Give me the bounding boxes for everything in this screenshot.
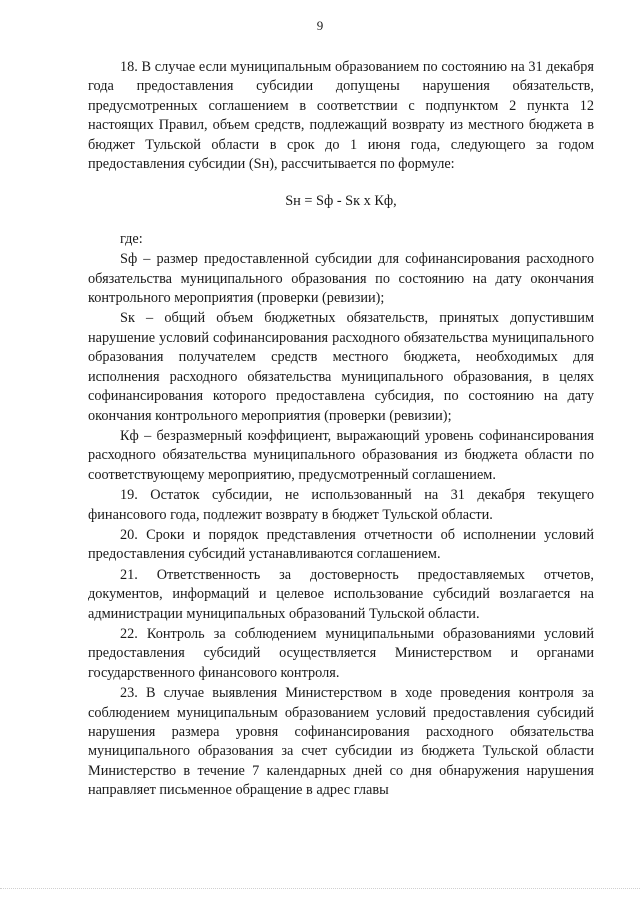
scan-artifact-line (0, 888, 640, 895)
definition-sk: Sк – общий объем бюджетных обязательств, принятых допустившим нарушение условий софинансирования расходного обязательства муниципального образования получателем средств местного бюджета, необходимых для исполнения расходного обязательства муниципального образования, в целях софинансирования которого предоставлена субсидия, по состоянию на дату окончания контрольного мероприятия (проверки (ревизии); (88, 310, 594, 424)
formula: Sн = Sф - Sк х Кф, (285, 193, 397, 210)
page-number: 9 (316, 18, 324, 33)
paragraph-21: 21. Ответственность за достоверность предоставляемых отчетов, документов, информаций и целевое использование субсидий возлагается на администрации муниципальных образований Тульской области. (88, 566, 594, 622)
paragraph-18: 18. В случае если муниципальным образованием по состоянию на 31 декабря года предоставления субсидии допущены нарушения обязательств, предусмотренных соглашением в соответствии с подпунктом 2 пункта 12 настоящих Правил, объем средств, подлежащий возврату из местного бюджета в бюджет Тульской области в срок до 1 июня года, следующего за годом предоставления субсидии (Sн), рассчитывается по формуле: (88, 59, 594, 173)
paragraph-19: 19. Остаток субсидии, не использованный на 31 декабря текущего финансового года, подлежит возврату в бюджет Тульской области. (88, 487, 594, 523)
document-body (88, 58, 594, 801)
definition-kf: Кф – безразмерный коэффициент, выражающий уровень софинансирования расходного обязательства муниципального образования из бюджета области по соответствующему мероприятию, предусмотренный соглашением. (88, 427, 594, 483)
definition-sf: Sф – размер предоставленной субсидии для софинансирования расходного обязательства муниципального образования по состоянию на дату окончания контрольного мероприятия (проверки (ревизии); (88, 251, 594, 307)
where-label: где: (120, 230, 143, 247)
paragraph-22: 22. Контроль за соблюдением муниципальными образованиями условий предоставления субсидий осуществляется Министерством и органами государственного финансового контроля. (88, 625, 594, 681)
paragraph-20: 20. Сроки и порядок представления отчетности об исполнении условий предоставления субсидий устанавливаются соглашением. (88, 526, 594, 563)
paragraph-23: 23. В случае выявления Министерством в ходе проведения контроля за соблюдением муниципальным образованием условий предоставления субсидий нарушения размера уровня софинансирования расходного обязательства муниципального образования за счет субсидии из бюджета Тульской области Министерство в течение 7 календарных дней со дня обнаружения нарушения направляет письменное обращение в адрес главы (88, 685, 594, 799)
